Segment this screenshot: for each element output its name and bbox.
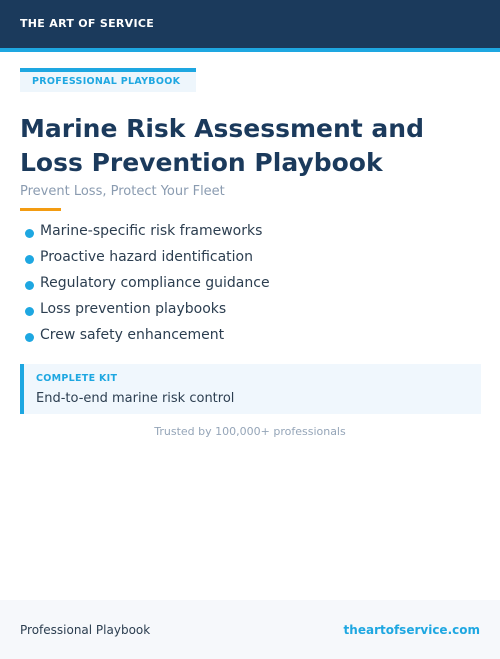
page-title: Marine Risk Assessment and Loss Prevention Playbook [20, 114, 424, 177]
footer [0, 600, 500, 659]
website-link[interactable]: theartofservice.com [343, 623, 480, 637]
feature-text: Loss prevention playbooks [40, 301, 227, 317]
feature-text: Proactive hazard identification [40, 249, 253, 265]
feature-text: Crew safety enhancement [40, 327, 225, 343]
accent-divider [20, 208, 61, 211]
header-bar [0, 0, 500, 52]
bullet-dot-icon [25, 307, 34, 316]
kit-label: COMPLETE KIT [36, 373, 118, 384]
complete-kit-callout [20, 364, 481, 414]
trusted-note: Trusted by 100,000+ professionals [154, 425, 346, 438]
bullet-dot-icon [25, 255, 34, 264]
playbook-badge [20, 68, 196, 92]
badge-label: PROFESSIONAL PLAYBOOK [32, 76, 181, 87]
feature-text: Marine-specific risk frameworks [40, 223, 263, 239]
subtitle: Prevent Loss, Protect Your Fleet [20, 184, 225, 199]
bullet-dot-icon [25, 333, 34, 342]
footer-label: Professional Playbook [20, 623, 151, 637]
bullet-dot-icon [25, 229, 34, 238]
bullet-dot-icon [25, 281, 34, 290]
kit-description: End-to-end marine risk control [36, 391, 235, 406]
brand-name: THE ART OF SERVICE [20, 17, 155, 30]
feature-text: Regulatory compliance guidance [40, 275, 270, 291]
